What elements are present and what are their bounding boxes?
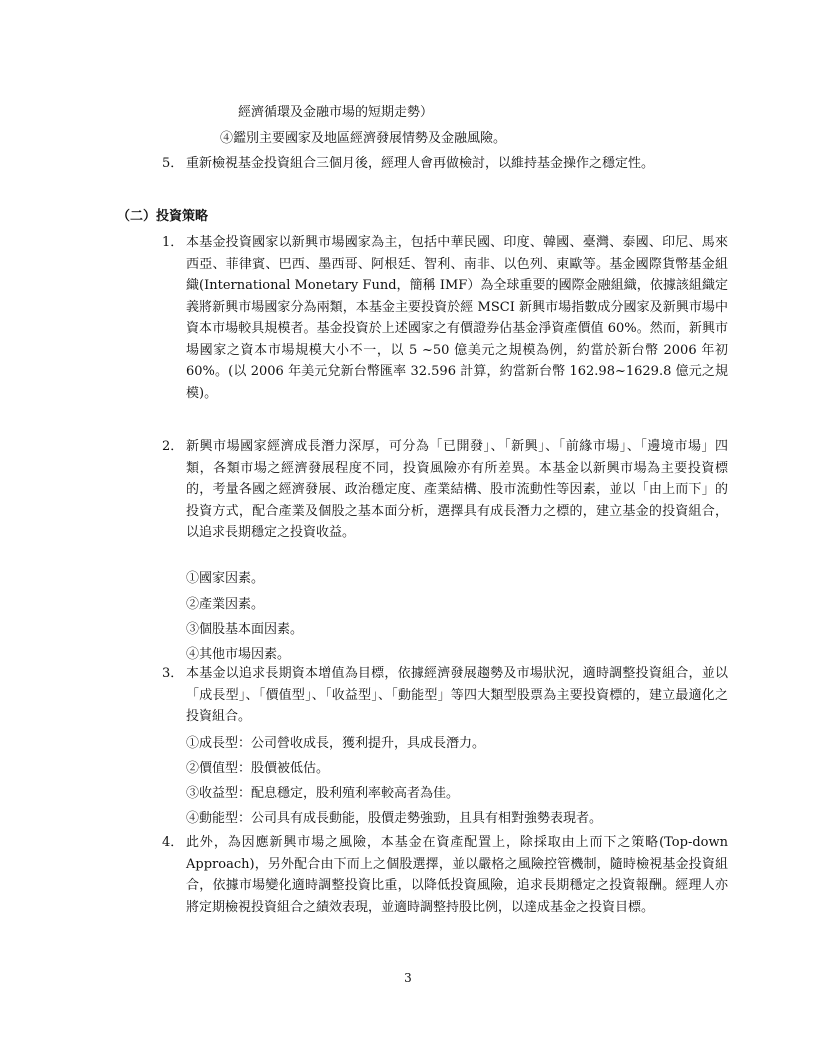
list-item: ③個股基本面因素。: [186, 622, 304, 637]
paragraph-text: 此外，為因應新興市場之風險，本基金在資產配置上，除採取由上而下之策略(Top-down Approach)，另外配合由下而上之個股選擇，並以嚴格之風險控管機制，隨時檢視基金投資組合，依據市場變化適時調整投資比重，以降低投資風險，追求長期穩定之投資報酬。經理人亦將定期檢視投資組合之績效表現，並適時調整持股比例，以達成基金之投資目標。: [186, 835, 728, 915]
list-item: ③收益型：配息穩定，股利殖利率較高者為佳。: [186, 786, 460, 801]
list-item: ②價值型：股價被低估。: [186, 761, 330, 776]
paragraph-text: 本基金投資國家以新興市場國家為主，包括中華民國、印度、韓國、臺灣、泰國、印尼、馬來西亞、菲律賓、巴西、墨西哥、阿根廷、智利、南非、以色列、東歐等。基金國際貨幣基金組織(International Monetary Fund，簡稱 IMF）為全球重要的國際金融組織，依據該組織定義將新興市場國家分為兩類，本基金主要投資於經 MSCI 新興市場指數成分國家及新興市場中資本市場較具規模者。基金投資於上述國家之有價證券佔基金淨資產價值 60%。然而，新興市場國家之資本市場規模大小不一，以 5 ~50 億美元之規模為例，約當於新台幣 2006 年初 60%。(以 2006 年美元兌新台幣匯率 32.596 計算，約當新台幣 162.98~1629.8 億元之規模)。: [186, 235, 728, 401]
intro-item-5: [162, 153, 728, 197]
paragraph-3: [162, 663, 728, 728]
paragraph-2: [162, 436, 728, 566]
paragraph-1: [162, 232, 728, 426]
list-item: ②產業因素。: [186, 597, 265, 612]
list-item: ④其他市場因素。: [186, 647, 291, 662]
paragraph-text: 本基金以追求長期資本增值為目標，依據經濟發展趨勢及市場狀況，適時調整投資組合，並以「成長型」、「價值型」、「收益型」、「動能型」等四大類型股票為主要投資標的，建立最適化之投資組合。: [186, 666, 728, 724]
paragraph-text: 新興市場國家經濟成長潛力深厚，可分為「已開發」、「新興」、「前緣市場」、「邊境市場」四類，各類市場之經濟發展程度不同，投資風險亦有所差異。本基金以新興市場為主要投資標的，考量各國之經濟發展、政治穩定度、產業結構、股市流動性等因素，並以「由上而下」的投資方式，配合產業及個股之基本面分析，選擇具有成長潛力之標的，建立基金的投資組合，以追求長期穩定之投資收益。: [186, 439, 728, 540]
list-item: ①成長型：公司營收成長，獲利提升，具成長潛力。: [186, 736, 486, 751]
item-label: 2．: [162, 439, 184, 454]
item-label: 4．: [162, 835, 184, 850]
list-item: ①國家因素。: [186, 571, 265, 586]
item-text: 重新檢視基金投資組合三個月後，經理人會再做檢討，以維持基金操作之穩定性。: [186, 156, 655, 171]
intro-item-4: ④鑑別主要國家及地區經濟發展情勢及金融風險。: [220, 131, 507, 146]
section-heading: （二）投資策略: [117, 209, 209, 224]
list-item: ④動能型：公司具有成長動能，股價走勢強勁，且具有相對強勢表現者。: [186, 811, 603, 826]
intro-line: 經濟循環及金融市場的短期走勢）: [238, 105, 434, 120]
paragraph-4: [162, 832, 728, 940]
item-label: 5．: [162, 156, 184, 171]
page-number: 3: [404, 971, 412, 985]
item-label: 3．: [162, 666, 184, 681]
item-label: 1．: [162, 235, 184, 250]
